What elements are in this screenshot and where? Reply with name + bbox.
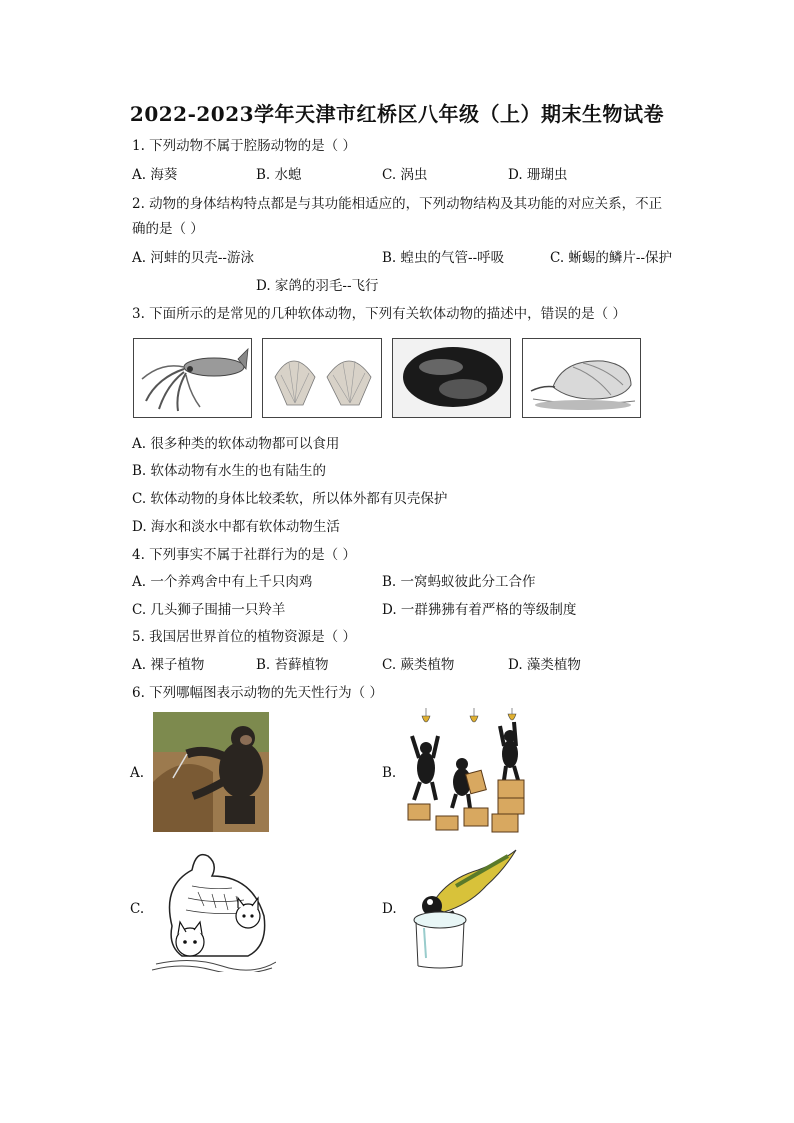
page-title: 2022-2023学年天津市红桥区八年级（上）期末生物试卷	[129, 102, 665, 126]
q5-option-d: D. 藻类植物	[508, 657, 581, 673]
q2-option-c: C. 蜥蜴的鳞片--保护	[550, 250, 673, 266]
q2-option-a: A. 河蚌的贝壳--游泳	[132, 250, 254, 266]
q1-option-a: A. 海葵	[132, 167, 178, 183]
scallop-shells-image	[262, 338, 382, 418]
q2-option-d: D. 家鸽的羽毛--飞行	[256, 278, 379, 294]
q3-option-c: C. 软体动物的身体比较柔软，所以体外都有贝壳保护	[132, 491, 448, 507]
bird-drinking-milk-bottle-image	[400, 846, 518, 970]
q4-option-d: D. 一群狒狒有着严格的等级制度	[382, 602, 577, 618]
q5-option-a: A. 裸子植物	[132, 657, 205, 673]
question-3-stem: 3. 下面所示的是常见的几种软体动物，下列有关软体动物的描述中，错误的是（ ）	[132, 306, 626, 322]
q6-label-b: B.	[382, 765, 397, 781]
question-4-stem: 4. 下列事实不属于社群行为的是（ ）	[132, 547, 356, 563]
conch-shell-image	[522, 338, 641, 418]
chimpanzees-stacking-boxes-image	[404, 708, 532, 834]
squid-image	[133, 338, 252, 418]
q6-label-c: C.	[130, 901, 145, 917]
q6-label-a: A.	[130, 765, 145, 781]
q6-label-d: D.	[382, 901, 397, 917]
q4-option-a: A. 一个养鸡舍中有上千只肉鸡	[132, 574, 313, 590]
q5-option-b: B. 苔藓植物	[256, 657, 329, 673]
hen-with-kittens-image	[152, 846, 276, 972]
snail-photo-image	[392, 338, 511, 418]
question-5-stem: 5. 我国居世界首位的植物资源是（ ）	[132, 629, 356, 645]
q1-option-c: C. 涡虫	[382, 167, 428, 183]
q1-option-b: B. 水螅	[256, 167, 302, 183]
q3-option-a: A. 很多种类的软体动物都可以食用	[132, 436, 340, 452]
question-2-stem-line1: 2. 动物的身体结构特点都是与其功能相适应的，下列动物结构及其功能的对应关系，不正	[132, 196, 663, 212]
q4-option-c: C. 几头狮子围捕一只羚羊	[132, 602, 286, 618]
question-1-stem: 1. 下列动物不属于腔肠动物的是（ ）	[132, 138, 356, 154]
q1-option-d: D. 珊瑚虫	[508, 167, 568, 183]
chimpanzee-termite-fishing-image	[153, 712, 269, 832]
q3-option-d: D. 海水和淡水中都有软体动物生活	[132, 519, 340, 535]
question-2-stem-line2: 确的是（ ）	[132, 221, 204, 237]
q5-option-c: C. 蕨类植物	[382, 657, 455, 673]
question-6-stem: 6. 下列哪幅图表示动物的先天性行为（ ）	[132, 685, 383, 701]
q4-option-b: B. 一窝蚂蚁彼此分工合作	[382, 574, 536, 590]
q3-option-b: B. 软体动物有水生的也有陆生的	[132, 463, 327, 479]
q2-option-b: B. 蝗虫的气管--呼吸	[382, 250, 505, 266]
